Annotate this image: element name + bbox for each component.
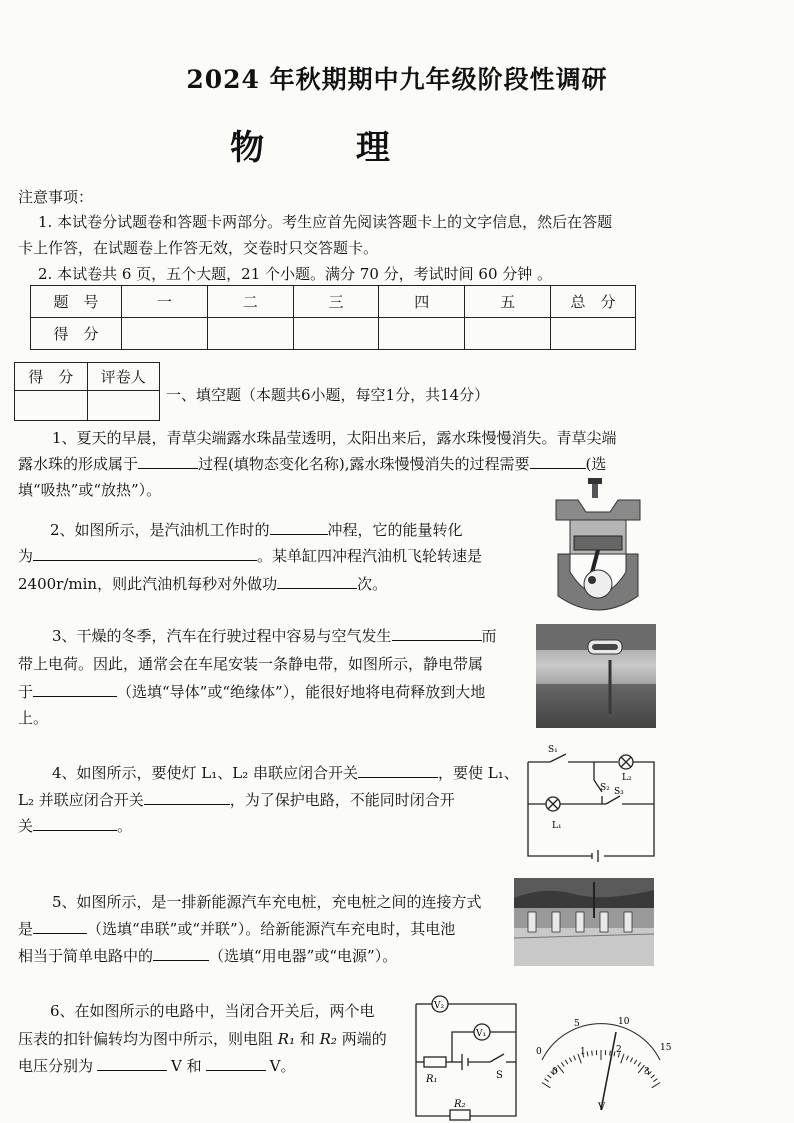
score-cell (465, 318, 551, 350)
q6-text: 和 (295, 1030, 320, 1048)
q4-text: L₂ 并联应闭合开关 (18, 791, 144, 809)
dial-bottom-tick: 1 (580, 1047, 586, 1057)
dial-bottom-tick: 2 (616, 1045, 622, 1055)
q1-line-a: 1、夏天的早晨，青草尖端露水珠晶莹透明，太阳出来后，露水珠慢慢消失。青草尖端 (52, 429, 617, 447)
score-table-header: 题 号 (31, 286, 122, 318)
label-s3: S₃ (614, 787, 624, 797)
q2-text: 2400r/min，则此汽油机每秒对外做功 (18, 575, 278, 593)
dial-needle (601, 1032, 616, 1110)
q3-blank-1[interactable] (392, 626, 482, 641)
q6-r2: R₂ (319, 1030, 337, 1048)
score-cell (551, 318, 636, 350)
q3-blank-2[interactable] (33, 682, 117, 697)
q3-line-d: 上。 (18, 709, 49, 727)
dial-tick (626, 1056, 628, 1061)
q2-line-a (50, 519, 463, 540)
q2-blank-1[interactable] (270, 520, 328, 535)
dial-top-tick: 10 (618, 1017, 630, 1027)
q5-blank-2[interactable] (153, 946, 209, 961)
q6-line-c (18, 1055, 295, 1076)
q1-text: (选 (585, 455, 607, 473)
section-1-title: 一、填空题（本题共6小题，每空1分，共14分） (166, 386, 490, 404)
score-table-header: 五 (465, 286, 551, 318)
dial-tick (592, 1051, 593, 1056)
q3-text: （选填“导体”或“绝缘体”），能很好地将电荷释放到大地 (117, 683, 486, 701)
q2-blank-2[interactable] (33, 546, 257, 561)
q4-text: 。 (117, 817, 133, 835)
q3-line-a (52, 625, 497, 646)
q6-r1: R₁ (277, 1030, 296, 1048)
dial-bottom-tick: 3 (644, 1067, 650, 1077)
score-cell (293, 318, 379, 350)
q6-text: V 和 (171, 1057, 202, 1075)
notes-heading: 注意事项： (18, 188, 94, 206)
label-v2: V₂ (434, 1001, 445, 1011)
dial-tick (630, 1058, 632, 1062)
dial-tick (545, 1079, 549, 1082)
grader-name-label: 评卷人 (87, 363, 160, 391)
label-r1: R₁ (426, 1074, 438, 1085)
score-cell (122, 318, 208, 350)
q4-blank-1[interactable] (358, 763, 438, 778)
dial-tick (565, 1060, 568, 1064)
dial-tick (558, 1065, 564, 1073)
q4-line-b (18, 789, 455, 810)
q4-line-c (18, 815, 132, 836)
note-2: 2. 本试卷共 6 页，五个大题，21 个小题。满分 70 分，考试时间 60 分钟 。 (38, 265, 553, 283)
q6-text: 压表的扣针偏转均为图中所示，则电阻 (18, 1030, 278, 1048)
q1-blank-2[interactable] (530, 454, 586, 469)
q5-line-a: 5、如图所示，是一排新能源汽车充电桩，充电桩之间的连接方式 (52, 893, 482, 911)
q1-blank-1[interactable] (138, 454, 198, 469)
q6-text: 两端的 (336, 1030, 387, 1048)
q3-text: 于 (18, 683, 34, 701)
grader-box (14, 362, 160, 421)
dial-tick (634, 1060, 637, 1064)
note-1a: 1. 本试卷分试题卷和答题卡两部分。考生应首先阅读答题卡上的文字信息，然后在答题 (38, 213, 613, 231)
dial-top-tick: 0 (536, 1047, 542, 1057)
q1-line-c: 填“吸热”或“放热”）。 (18, 481, 162, 499)
circuit-figure-q6 (410, 992, 528, 1122)
q4-text: 关 (18, 817, 34, 835)
q3-line-c (18, 681, 485, 702)
engine-figure (548, 476, 648, 618)
dial-top-tick: 5 (574, 1019, 580, 1029)
q5-text: （选填“串联”或“并联”）。给新能源汽车充电时，其电池 (87, 920, 456, 938)
q2-text: 次。 (357, 575, 388, 593)
dial-unit: V (598, 1102, 606, 1113)
q5-line-c (18, 945, 397, 966)
q2-text: 2、如图所示，是汽油机工作时的 (50, 521, 270, 539)
car-static-strap-photo (536, 624, 656, 728)
q1-text: 过程(填物态变化名称),露水珠慢慢消失的过程需要 (198, 455, 530, 473)
dial-tick (569, 1058, 571, 1062)
q4-text: ，为了保护电路，不能同时闭合开 (229, 791, 455, 809)
score-table-header: 四 (379, 286, 465, 318)
dial-tick (653, 1079, 657, 1082)
score-table-header-row (31, 286, 636, 318)
dial-bottom-tick: 0 (552, 1067, 558, 1077)
q2-blank-3[interactable] (277, 574, 357, 589)
q5-blank-1[interactable] (33, 919, 87, 934)
dial-tick (652, 1082, 660, 1087)
circuit-figure-q4 (522, 740, 662, 862)
score-table-score-row (31, 318, 636, 350)
subject-title: 物 理 (230, 128, 430, 168)
label-s: S (496, 1070, 503, 1081)
q5-text: 是 (18, 920, 34, 938)
label-l2: L₂ (622, 773, 632, 783)
q4-blank-3[interactable] (33, 816, 117, 831)
grader-name-cell (87, 391, 160, 421)
q3-text: 而 (481, 627, 497, 645)
note-1b: 卡上作答，在试题卷上作答无效，交卷时只交答题卡。 (18, 239, 379, 257)
grader-score-label: 得 分 (15, 363, 88, 391)
q4-text: ，要使 L₁、 (438, 764, 519, 782)
q6-text: V。 (269, 1057, 296, 1075)
dial-tick (547, 1075, 551, 1078)
grader-score-cell (15, 391, 88, 421)
charging-station-photo (514, 878, 654, 966)
q5-text: （选填“用电器”或“电源”）。 (209, 947, 398, 965)
q4-text: 4、如图所示，要使灯 L₁、L₂ 串联应闭合开关 (52, 764, 359, 782)
q2-line-b (18, 545, 482, 566)
q5-line-b (18, 918, 455, 939)
q2-text: 。某单缸四冲程汽油机飞轮转速是 (257, 547, 483, 565)
score-row-label: 得 分 (31, 318, 122, 350)
dial-top-tick: 15 (660, 1043, 672, 1053)
dial-tick (574, 1056, 576, 1061)
q1-line-b (18, 453, 606, 474)
label-v1: V₁ (476, 1029, 487, 1039)
score-table-header: 二 (207, 286, 293, 318)
q2-line-c (18, 573, 387, 594)
q3-line-b: 带上电荷。因此，通常会在车尾安装一条静电带，如图所示，静电带属 (18, 655, 484, 673)
dial-tick (587, 1051, 588, 1056)
q5-text: 相当于简单电路中的 (18, 947, 154, 965)
dial-tick (614, 1051, 615, 1056)
dial-tick (651, 1075, 655, 1078)
score-table-header: 一 (122, 286, 208, 318)
q6-blank-2[interactable] (206, 1056, 266, 1071)
q4-blank-2[interactable] (144, 790, 230, 805)
dial-tick (542, 1082, 550, 1087)
label-l1: L₁ (552, 821, 562, 831)
q4-line-a (52, 762, 519, 783)
q2-text: 为 (18, 547, 34, 565)
q2-text: 冲程，它的能量转化 (327, 521, 463, 539)
q1-text: 露水珠的形成属于 (18, 455, 139, 473)
dial-tick (621, 1054, 624, 1063)
q6-blank-1[interactable] (97, 1056, 167, 1071)
dial-tick (561, 1062, 564, 1066)
score-table (30, 285, 636, 350)
exam-title: 2024 年秋期期中九年级阶段性调研 (186, 65, 608, 94)
q6-text: 电压分别为 (18, 1057, 94, 1075)
score-table-header: 三 (293, 286, 379, 318)
label-s2: S₂ (600, 783, 610, 793)
score-cell (379, 318, 465, 350)
dial-tick (610, 1051, 611, 1056)
label-r2: R₂ (454, 1099, 466, 1110)
score-table-header: 总 分 (551, 286, 636, 318)
label-s1: S₁ (548, 745, 558, 755)
voltmeter-dial (528, 1010, 674, 1114)
q6-line-b (18, 1028, 387, 1049)
dial-tick (638, 1062, 641, 1066)
q3-text: 3、干燥的冬季，汽车在行驶过程中容易与空气发生 (52, 627, 392, 645)
q6-line-a: 6、在如图所示的电路中，当闭合开关后，两个电 (50, 1002, 375, 1020)
score-cell (207, 318, 293, 350)
